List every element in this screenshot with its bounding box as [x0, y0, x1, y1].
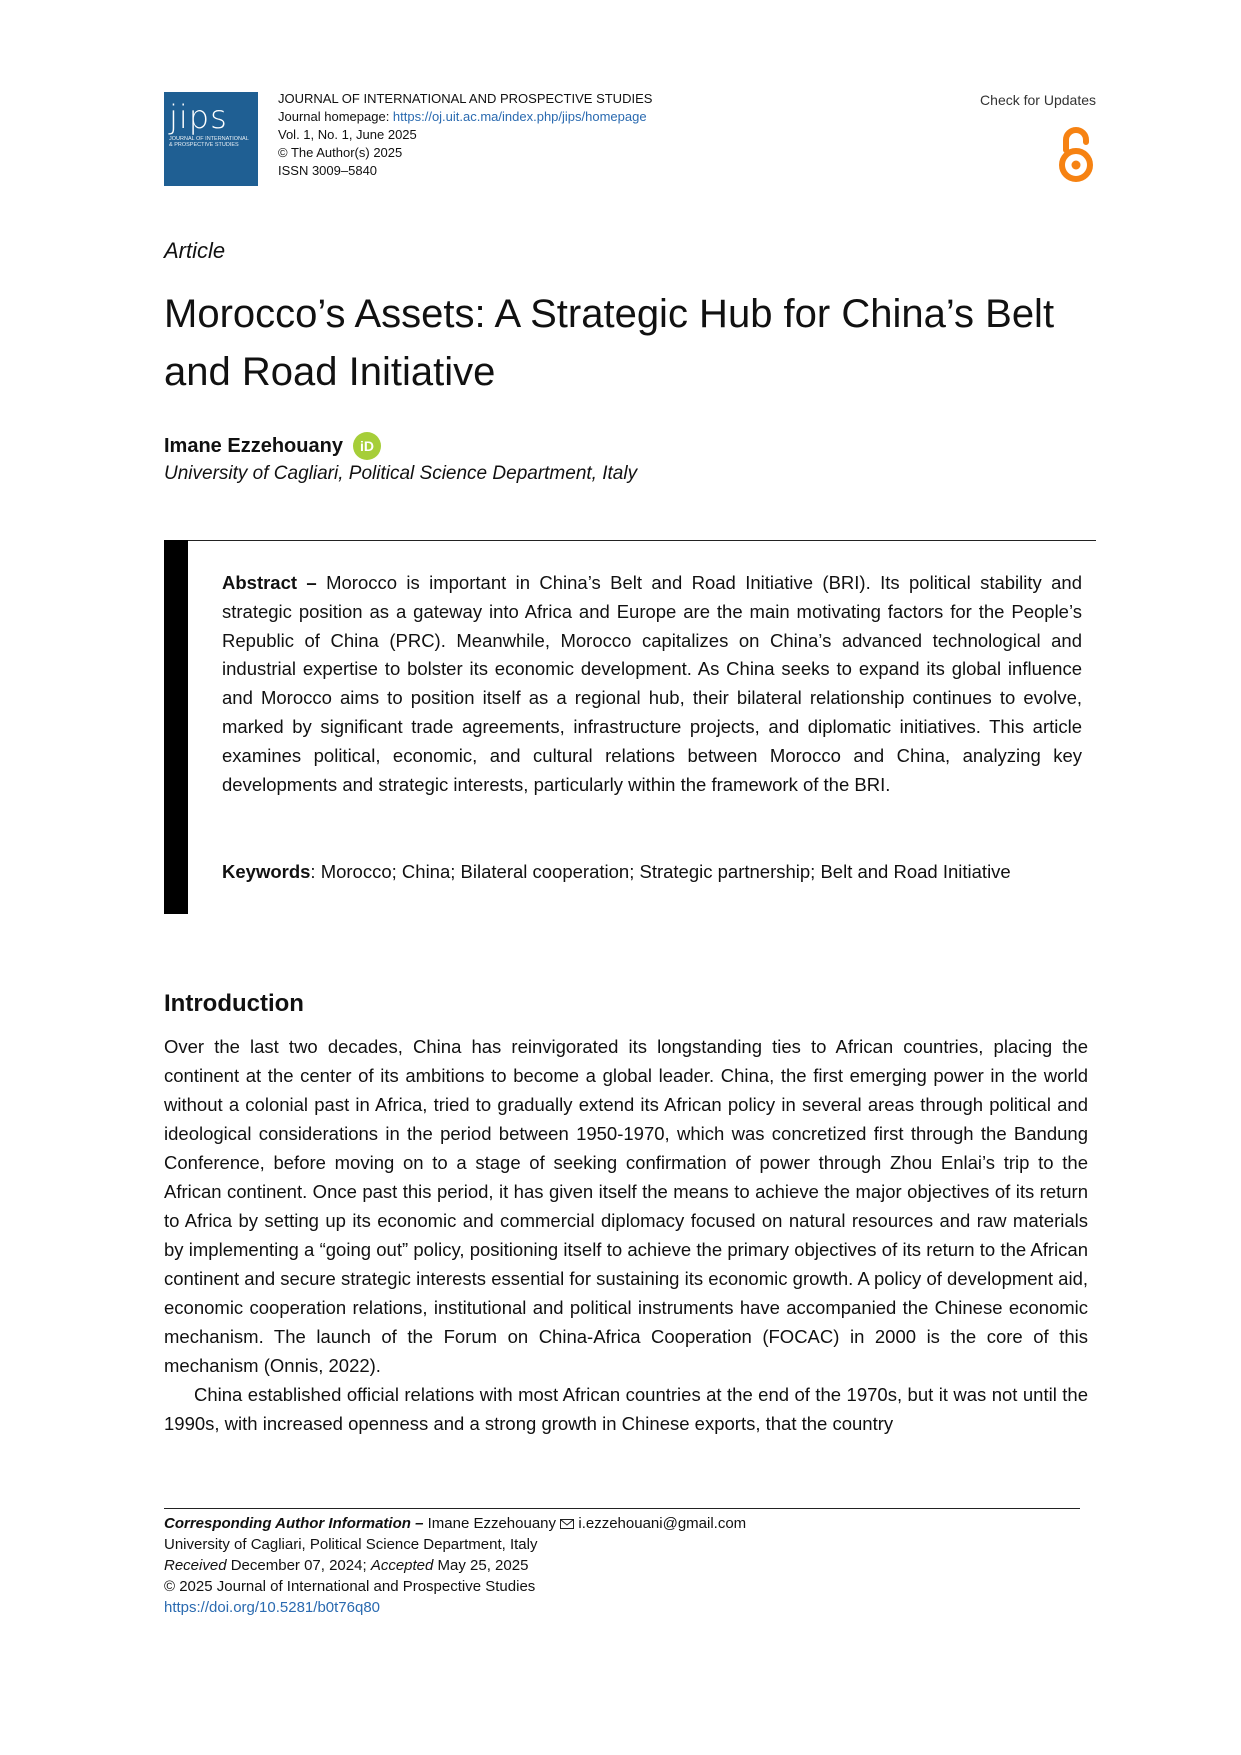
footer-copyright: © 2025 Journal of International and Prospective Studies: [164, 1578, 536, 1595]
corresponding-label: Corresponding Author Information –: [164, 1515, 424, 1532]
footer-affiliation: University of Cagliari, Political Science Department, Italy: [164, 1536, 538, 1553]
journal-volume: Vol. 1, No. 1, June 2025: [278, 127, 417, 142]
article-title: Morocco’s Assets: A Strategic Hub for China’s Belt and Road Initiative: [164, 292, 1055, 394]
open-access-icon[interactable]: [1054, 124, 1098, 184]
abstract-top-rule: [164, 540, 1096, 541]
keywords-text: : Morocco; China; Bilateral cooperation; Strategic partnership; Belt and Road Initiative: [310, 861, 1011, 882]
author-name: Imane Ezzehouany: [164, 434, 343, 457]
footer-rule: [164, 1508, 1080, 1509]
footer: [164, 1513, 746, 1618]
journal-logo: [164, 92, 258, 186]
journal-logo-mark: jips: [169, 98, 228, 136]
homepage-link[interactable]: https://oj.uit.ac.ma/index.php/jips/homepage: [392, 109, 647, 124]
abstract-label: Abstract –: [222, 572, 317, 593]
check-for-updates-link[interactable]: Check for Updates: [980, 92, 1096, 108]
abstract: [222, 569, 1082, 799]
journal-logo-subtitle: JOURNAL OF INTERNATIONAL & PROSPECTIVE STUDIES: [169, 136, 249, 148]
introduction-heading: Introduction: [164, 990, 304, 1017]
received-label: Received: [164, 1557, 227, 1574]
homepage-label: Journal homepage:: [278, 109, 393, 124]
doi-link[interactable]: https://doi.org/10.5281/b0t76q80: [164, 1599, 381, 1616]
accepted-date: May 25, 2025: [433, 1557, 529, 1574]
corresponding-email[interactable]: i.ezzehouani@gmail.com: [574, 1515, 747, 1532]
keywords: [222, 858, 1082, 887]
journal-copyright: © The Author(s) 2025: [278, 145, 403, 160]
journal-homepage: [278, 108, 652, 126]
abstract-side-bar: [164, 540, 188, 914]
received-date: December 07, 2024;: [226, 1557, 371, 1574]
envelope-icon: [560, 1519, 574, 1529]
abstract-text: Morocco is important in China’s Belt and Road Initiative (BRI). Its political stability and strategic position as a gateway into Africa and Europe are the main motivating factors for the People’s Republic of China (PRC). Meanwhile, Morocco capitalizes on China’s advanced technological and industrial expertise to bolster its economic development. As China seeks to expand its global influence and Morocco aims to position itself as a regional hub, their bilateral relationship continues to evolve, marked by significant trade agreements, infrastructure projects, and diplomatic initiatives. This article examines political, economic, and cultural relations between Morocco and China, analyzing key developments and strategic interests, particularly within the framework of the BRI.: [222, 572, 1082, 795]
introduction-paragraph: China established official relations with most African countries at the end of the 1970s, but it was not until the 1990s, with increased openness and a strong growth in Chinese exports, that the country: [164, 1384, 1088, 1434]
introduction-paragraph: Over the last two decades, China has reinvigorated its longstanding ties to African countries, placing the continent at the center of its ambitions to become a global leader. China, the first emerging power in the world without a colonial past in Africa, tried to gradually extend its African policy in several areas through political and ideological considerations in the period between 1950-1970, which was concretized first through the Bandung Conference, before moving on to a stage of seeking confirmation of power through Zhou Enlai’s trip to the African continent. Once past this period, it has given itself the means to achieve the major objectives of its return to Africa by setting up its economic and commercial diplomacy focused on natural resources and raw materials by implementing a “going out” policy, positioning itself to achieve the primary objectives of its return to the African continent and secure strategic interests essential for sustaining its economic growth. A policy of development aid, economic cooperation relations, institutional and political instruments have accompanied the Chinese economic mechanism. The launch of the Forum on China-Africa Cooperation (FOCAC) in 2000 is the core of this mechanism (Onnis, 2022).: [164, 1036, 1088, 1376]
journal-meta: [278, 90, 652, 180]
journal-issn: ISSN 3009–5840: [278, 163, 378, 178]
author-row: [164, 432, 381, 460]
dates: [164, 1555, 746, 1576]
keywords-label: Keywords: [222, 861, 311, 882]
author-affiliation: University of Cagliari, Political Science Department, Italy: [164, 463, 638, 484]
accepted-label: Accepted: [370, 1557, 434, 1574]
article-type: Article: [164, 238, 226, 263]
journal-name: JOURNAL OF INTERNATIONAL AND PROSPECTIVE STUDIES: [278, 91, 653, 106]
corresponding-name: Imane Ezzehouany: [423, 1515, 561, 1532]
corresponding-author: [164, 1513, 746, 1534]
orcid-icon[interactable]: iD: [353, 432, 381, 460]
introduction-body: [164, 1032, 1088, 1438]
